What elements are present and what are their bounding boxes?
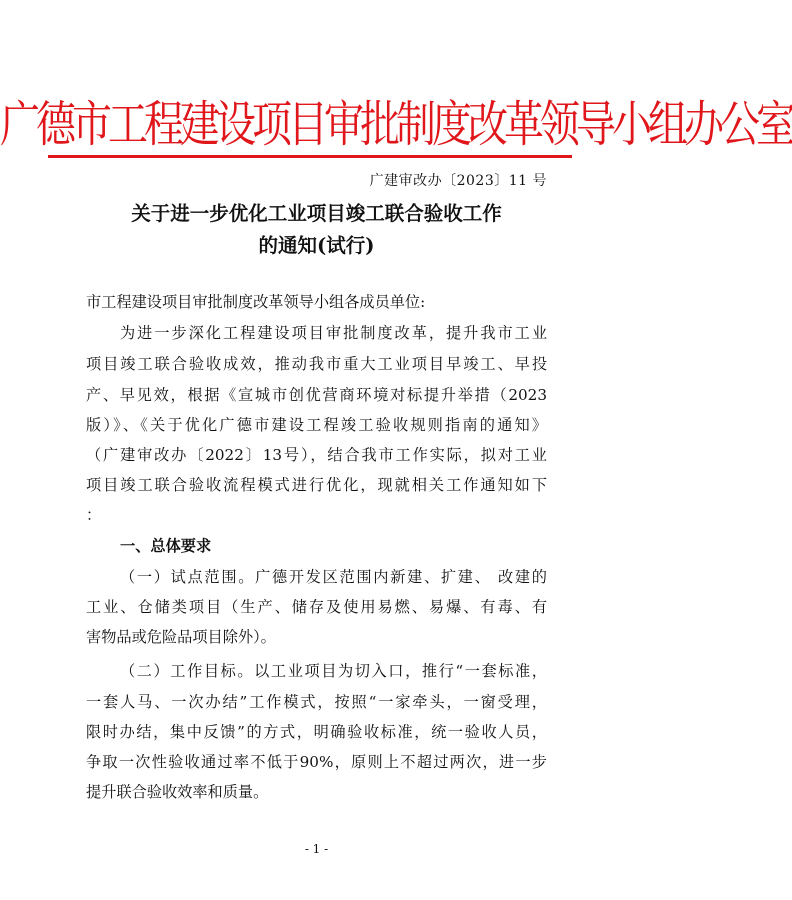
goal-line: 一套人马、一次办结”工作模式，按照“一家牵头，一窗受理， <box>86 693 547 711</box>
scope-line: 工业、仓储类项目（生产、储存及使用易燃、易爆、有毒、有 <box>86 598 547 616</box>
goal-line: （二）工作目标。以工业项目为切入口，推行“一套标准， <box>120 662 547 680</box>
addressee: 市工程建设项目审批制度改革领导小组各成员单位: <box>86 293 426 311</box>
intro-line: 项目竣工联合验收流程模式进行优化，现就相关工作通知如下 <box>86 476 547 494</box>
goal-line: 提升联合验收效率和质量。 <box>86 783 269 801</box>
intro-line: 为进一步深化工程建设项目审批制度改革，提升我市工业 <box>120 324 547 342</box>
title-line-2: 的通知(试行) <box>258 234 375 257</box>
intro-line: （广建审改办〔2022〕13号），结合我市工作实际，拟对工业 <box>86 446 547 464</box>
scope-line: 害物品或危险品项目除外）。 <box>86 628 276 646</box>
goal-line: 限时办结，集中反馈”的方式，明确验收标准，统一验收人员， <box>86 723 547 741</box>
section-heading: 一、总体要求 <box>120 537 212 555</box>
intro-line: ： <box>86 506 102 524</box>
red-separator-line <box>48 155 572 158</box>
issuer-masthead: 广德市工程建设项目审批制度改革领导小组办公室 <box>0 96 792 154</box>
scope-line: （一）试点范围。广德开发区范围内新建、扩建、 改建的 <box>120 568 547 586</box>
page-number: - 1 - <box>304 842 329 856</box>
document-number: 广建审改办〔2023〕11 号 <box>369 173 547 189</box>
document-title <box>40 198 593 262</box>
title-line-1: 关于进一步优化工业项目竣工联合验收工作 <box>131 202 502 225</box>
intro-line: 产、早见效，根据《宣城市创优营商环境对标提升举措（2023 <box>86 386 547 404</box>
intro-line: 版）》、《关于优化广德市建设工程竣工验收规则指南的通知》 <box>86 416 547 434</box>
intro-line: 项目竣工联合验收成效，推动我市重大工业项目早竣工、早投 <box>86 355 547 373</box>
goal-line: 争取一次性验收通过率不低于90%，原则上不超过两次，进一步 <box>86 753 547 771</box>
